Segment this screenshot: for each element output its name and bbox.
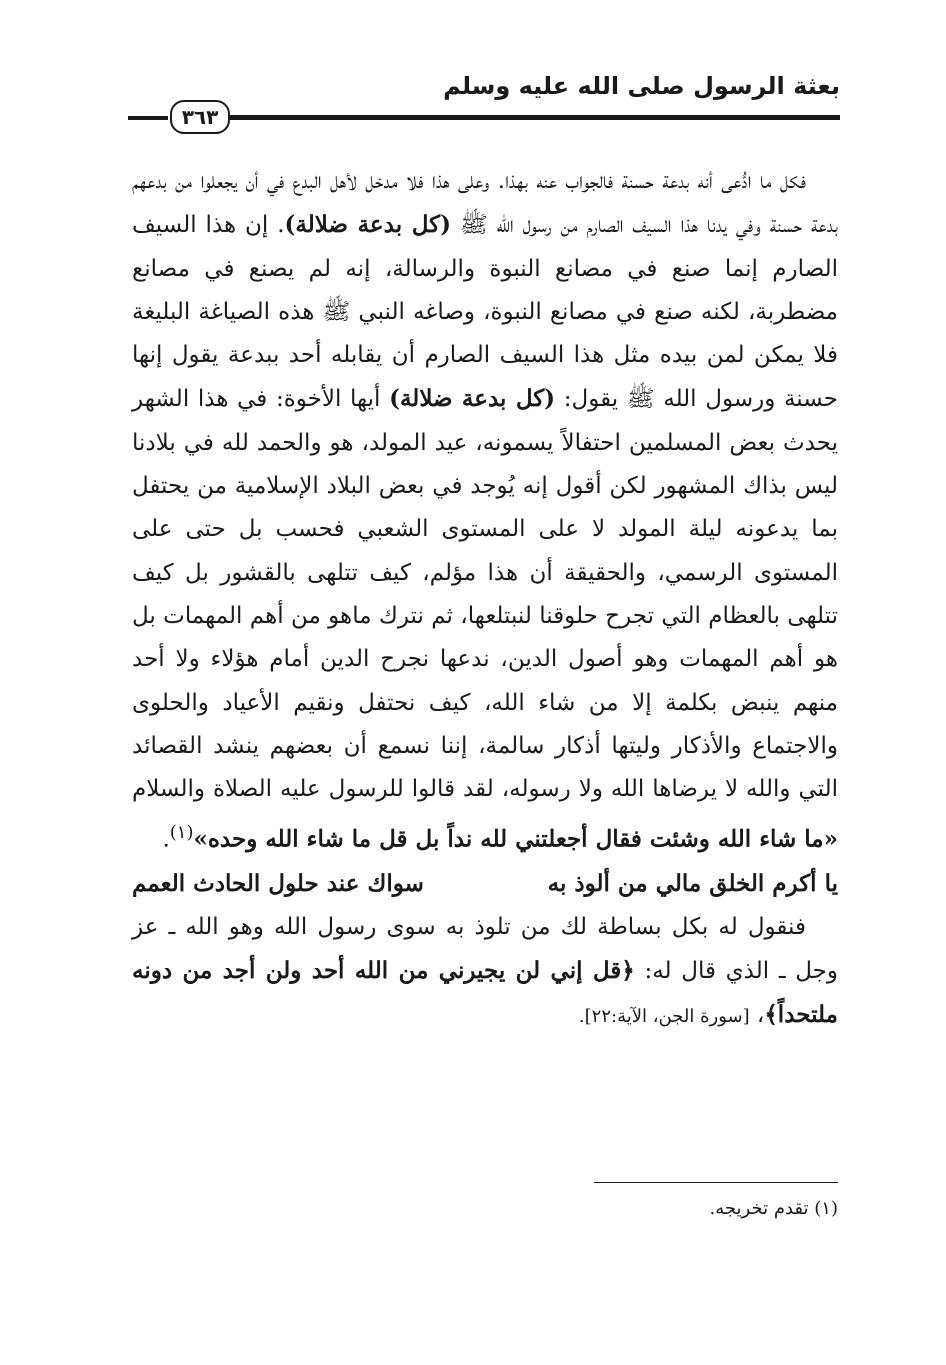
hadith-quote: (كل بدعة ضلالة) xyxy=(389,385,556,413)
page-number: ٣٦٣ xyxy=(170,100,230,134)
poetry-verse xyxy=(132,862,838,905)
page-header xyxy=(128,70,840,130)
footnote-marker: (١) xyxy=(169,822,194,844)
header-rule xyxy=(224,115,840,120)
verse-first-hemistich: يا أكرم الخلق مالي من ألوذ به xyxy=(547,870,838,898)
hadith-quote: (كل بدعة ضلالة) xyxy=(284,211,451,239)
main-text xyxy=(132,160,838,1039)
text-run: فكل ما ادُّعى أنه بدعة حسنة فالجواب عنه بهذا. وعلى هذا فلا مدخل لأهل البدع في أن يجعلوا من بدعهم بدعة حسنة وفي يدنا هذا السيف الصارم من رسول الله ﷺ xyxy=(132,168,838,239)
paragraph-2 xyxy=(132,906,838,1039)
text-run: أيها الأخوة: في هذا الشهر يحدث بعض المسلمين احتفالاً يسمونه، عيد المولد، هو والحمد لله في بلادنا ليس بذاك المشهور لكن أقول إنه يُوجد في بعض البلاد الإسلامية من يحتفل بما يدعونه ليلة المولد لا على المستوى الشعبي فحسب بل حتى على المستوى الرسمي، والحقيقة أن هذا مؤلم، كيف تتلهى بالقشور بل كيف تتلهى بالعظام التي تجرح حلوقنا لنبتلعها، ثم نترك ماهو من أهم المهمات بل هو أهم المهمات وهو أصول الدين، ندعها نجرح الدين أمام هؤلاء ولا أحد منهم ينبض بكلمة إلا من شاء الله، كيف نحتفل ونقيم الأعياد والحلوى والاجتماع والأذكار وليتها أذكار سالمة، إننا نسمع أن بعضهم ينشد القصائد التي والله لا يرضاها الله ولا رسوله، لقد قالوا للرسول عليه الصلاة والسلام xyxy=(132,386,838,803)
running-title: بعثة الرسول صلى الله عليه وسلم xyxy=(443,72,840,100)
hadith-quote: «ما شاء الله وشئت فقال أجعلتني لله نداً بل قل ما شاء الله وحده» xyxy=(193,826,838,854)
footnote-separator xyxy=(594,1182,838,1183)
text-run: فنقول له بكل بساطة لك من تلوذ به سوى رسول الله وهو الله ـ عز وجل ـ الذي قال له: xyxy=(132,913,838,984)
text-run: . xyxy=(162,827,170,854)
verse-second-hemistich: سواك عند حلول الحادث العمم xyxy=(132,870,424,898)
text-run: . إن هذا السيف الصارم إنما صنع في مصانع النبوة والرسالة، إنه لم يصنع في مصانع مضطربة، لكنه صنع في مصانع النبوة، وصاغه النبي ﷺ هذه الصياغة البليغة فلا يمكن لمن بيده مثل هذا السيف الصارم أن يقابله أحد ببدعة يقول إنها حسنة ورسول الله ﷺ يقول: xyxy=(132,212,838,413)
text-run: ، xyxy=(749,1002,765,1029)
footnote: (١) تقدم تخريجه. xyxy=(709,1198,838,1219)
quran-reference: [سورة الجن، الآية:٢٢]. xyxy=(578,1006,750,1028)
quran-quote: ﴿قل إني لن يجيرني من الله أحد ولن أجد من دونه ملتحداً﴾ xyxy=(132,957,838,1029)
header-rule-short xyxy=(128,116,168,120)
paragraph-1 xyxy=(132,160,838,862)
